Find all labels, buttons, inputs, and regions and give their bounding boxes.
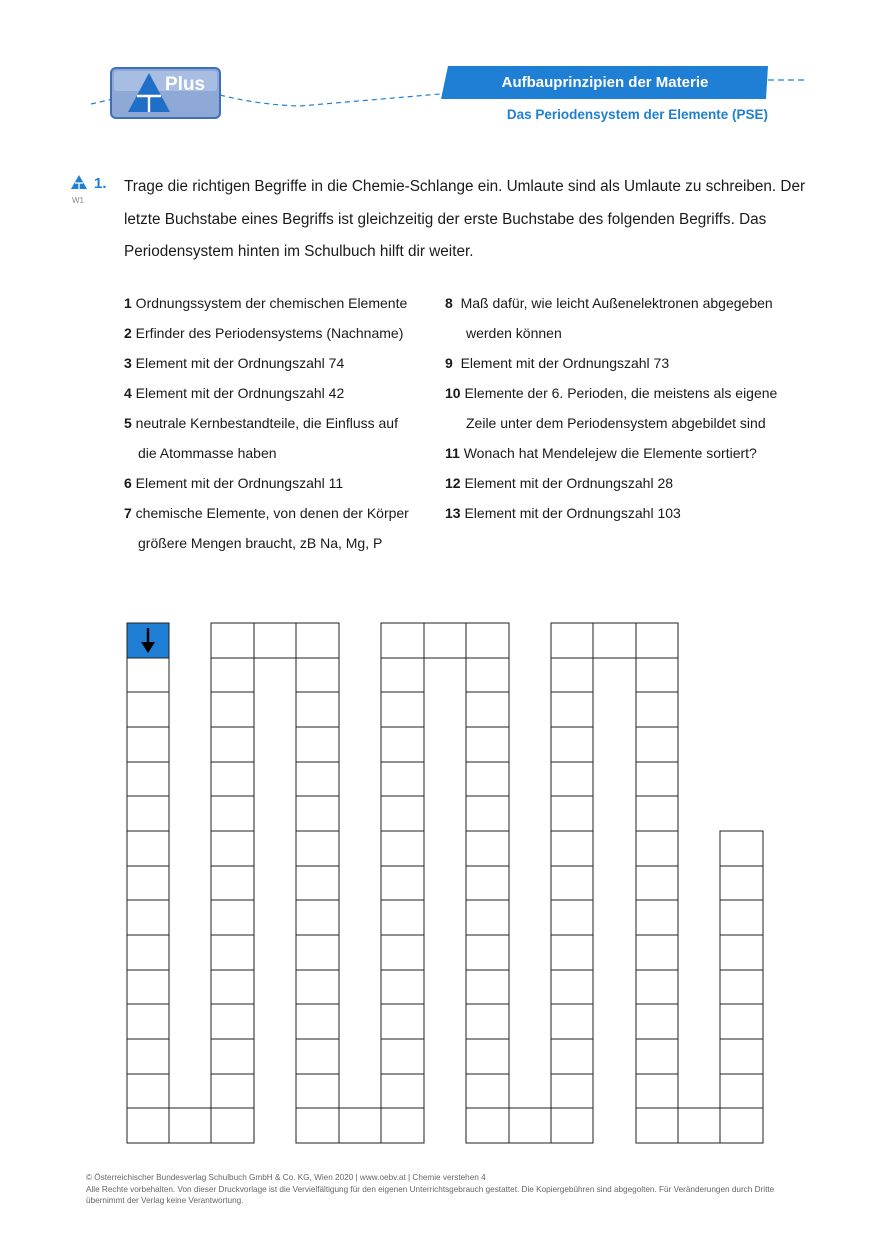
- grid-cell[interactable]: [720, 1004, 763, 1039]
- grid-cell[interactable]: [636, 692, 678, 727]
- grid-cell[interactable]: [127, 866, 169, 900]
- grid-cell[interactable]: [636, 1039, 678, 1074]
- grid-cell[interactable]: [636, 1074, 678, 1108]
- grid-cell[interactable]: [127, 1108, 169, 1143]
- clue-text-continued: Zeile unter dem Periodensystem abgebildet sind: [466, 415, 766, 431]
- grid-cell[interactable]: [551, 658, 593, 692]
- grid-cell[interactable]: [296, 1039, 339, 1074]
- clue-text-continued: die Atommasse haben: [138, 445, 277, 461]
- clue-text: Element mit der Ordnungszahl 103: [460, 505, 681, 521]
- grid-cell[interactable]: [466, 658, 509, 692]
- clue-text: Element mit der Ordnungszahl 74: [131, 355, 345, 371]
- grid-cell[interactable]: [466, 970, 509, 1004]
- grid-cell[interactable]: [551, 623, 593, 658]
- task-number: 1.: [94, 175, 107, 192]
- grid-cell[interactable]: [509, 1108, 551, 1143]
- grid-cell[interactable]: [636, 970, 678, 1004]
- clue-text-continued: größere Mengen braucht, zB Na, Mg, P: [138, 535, 383, 551]
- grid-cell[interactable]: [551, 762, 593, 796]
- grid-cell[interactable]: [466, 831, 509, 866]
- grid-cell[interactable]: [551, 727, 593, 762]
- grid-cell[interactable]: [381, 762, 424, 796]
- grid-cell[interactable]: [211, 1039, 254, 1074]
- grid-cell[interactable]: [211, 796, 254, 831]
- grid-cell[interactable]: [211, 658, 254, 692]
- grid-cell[interactable]: [720, 935, 763, 970]
- grid-cell[interactable]: [466, 1074, 509, 1108]
- grid-cell[interactable]: [466, 623, 509, 658]
- grid-cell[interactable]: [296, 935, 339, 970]
- grid-cell[interactable]: [720, 866, 763, 900]
- grid-cell[interactable]: [127, 727, 169, 762]
- grid-cell[interactable]: [381, 935, 424, 970]
- clue-text: neutrale Kernbestandteile, die Einfluss auf: [131, 415, 398, 431]
- grid-cell[interactable]: [296, 623, 339, 658]
- grid-cell[interactable]: [339, 1108, 381, 1143]
- clue-number: 2: [124, 325, 132, 341]
- grid-cell[interactable]: [211, 692, 254, 727]
- grid-cell[interactable]: [466, 1004, 509, 1039]
- grid-cell[interactable]: [636, 935, 678, 970]
- grid-cell[interactable]: [381, 796, 424, 831]
- grid-cell[interactable]: [720, 831, 763, 866]
- clue-number: 7: [124, 505, 132, 521]
- grid-cell[interactable]: [211, 727, 254, 762]
- grid-cell[interactable]: [296, 796, 339, 831]
- clue-text: chemische Elemente, von denen der Körper: [131, 505, 409, 521]
- grid-cell[interactable]: [211, 1074, 254, 1108]
- clue-number: 10: [445, 385, 461, 401]
- clue-number: 13: [445, 505, 461, 521]
- grid-cell[interactable]: [296, 1074, 339, 1108]
- grid-cell[interactable]: [636, 1108, 678, 1143]
- grid-cell[interactable]: [296, 727, 339, 762]
- clue-text: Element mit der Ordnungszahl 73: [452, 355, 670, 371]
- grid-cell[interactable]: [127, 762, 169, 796]
- grid-cell[interactable]: [127, 831, 169, 866]
- grid-cell[interactable]: [466, 692, 509, 727]
- grid-cell[interactable]: [636, 796, 678, 831]
- grid-cell[interactable]: [381, 1004, 424, 1039]
- clue-text: Element mit der Ordnungszahl 11: [131, 475, 344, 491]
- footer-rights: Alle Rechte vorbehalten. Von dieser Druckvorlage ist die Vervielfältigung für den eigenen Unterrichtsgebrauch gestattet. Die Kopiergebühren sind abgegolten. Für Veränderungen durch Dritte übernimmt der Verlag keine Verantwortung.: [86, 1184, 775, 1205]
- grid-cell[interactable]: [127, 658, 169, 692]
- clue-text: Erfinder des Periodensystems (Nachname): [131, 325, 404, 341]
- grid-cell[interactable]: [466, 796, 509, 831]
- grid-cell[interactable]: [127, 1039, 169, 1074]
- grid-cell[interactable]: [551, 1074, 593, 1108]
- grid-cell[interactable]: [127, 935, 169, 970]
- grid-cell[interactable]: [466, 1039, 509, 1074]
- grid-cell[interactable]: [296, 762, 339, 796]
- clue-number: 1: [124, 295, 132, 311]
- grid-cell[interactable]: [381, 1039, 424, 1074]
- grid-cell[interactable]: [466, 727, 509, 762]
- clue-text: Wonach hat Mendelejew die Elemente sortiert?: [459, 445, 757, 461]
- grid-cell[interactable]: [127, 1074, 169, 1108]
- grid-cell[interactable]: [551, 935, 593, 970]
- clue-text: Ordnungssystem der chemischen Elemente: [131, 295, 408, 311]
- grid-cell[interactable]: [211, 900, 254, 935]
- clue-text: Maß dafür, wie leicht Außenelektronen abgegeben: [452, 295, 773, 311]
- grid-cell[interactable]: [466, 866, 509, 900]
- grid-cell[interactable]: [211, 1004, 254, 1039]
- clue-number: 4: [124, 385, 132, 401]
- grid-cell[interactable]: [381, 727, 424, 762]
- grid-cell[interactable]: [466, 935, 509, 970]
- grid-cell[interactable]: [381, 658, 424, 692]
- grid-cell[interactable]: [551, 970, 593, 1004]
- grid-cell[interactable]: [381, 623, 424, 658]
- page-subtitle: Das Periodensystem der Elemente (PSE): [506, 107, 768, 122]
- task-code: W1: [72, 196, 84, 205]
- clue-text: Elemente der 6. Perioden, die meistens als eigene: [460, 385, 778, 401]
- grid-cell[interactable]: [296, 831, 339, 866]
- grid-cell[interactable]: [381, 900, 424, 935]
- grid-cell[interactable]: [127, 970, 169, 1004]
- footer: [86, 1172, 806, 1207]
- grid-cell[interactable]: [551, 692, 593, 727]
- grid-cell[interactable]: [636, 623, 678, 658]
- grid-cell[interactable]: [381, 970, 424, 1004]
- grid-cell[interactable]: [466, 900, 509, 935]
- clue-number: 9: [445, 355, 453, 371]
- clue-number: 12: [445, 475, 461, 491]
- grid-cell[interactable]: [211, 970, 254, 1004]
- clue-text-continued: werden können: [466, 325, 562, 341]
- clue-number: 11: [445, 445, 460, 461]
- grid-cell[interactable]: [381, 866, 424, 900]
- grid-cell[interactable]: [636, 866, 678, 900]
- grid-cell[interactable]: [636, 900, 678, 935]
- clue-text: Element mit der Ordnungszahl 28: [460, 475, 674, 491]
- grid-cell[interactable]: [720, 1108, 763, 1143]
- grid-cell[interactable]: [296, 1004, 339, 1039]
- grid-cell[interactable]: [127, 1004, 169, 1039]
- grid-cell[interactable]: [636, 831, 678, 866]
- grid-cell[interactable]: [296, 900, 339, 935]
- grid-cell[interactable]: [169, 1108, 211, 1143]
- grid-cell[interactable]: [551, 900, 593, 935]
- grid-cell[interactable]: [551, 1108, 593, 1143]
- grid-cell[interactable]: [551, 866, 593, 900]
- task-instructions: Trage die richtigen Begriffe in die Chemie-Schlange ein. Umlaute sind als Umlaute zu schreiben. Der letzte Buchstabe eines Begriffs ist gleichzeitig der erste Buchstabe des folgenden Begriffs. Das Periodensystem hinten im Schulbuch hilft dir weiter.: [124, 178, 806, 260]
- grid-cell[interactable]: [551, 831, 593, 866]
- grid-cell[interactable]: [381, 1108, 424, 1143]
- clue-number: 6: [124, 475, 132, 491]
- grid-cell[interactable]: [381, 831, 424, 866]
- grid-cell[interactable]: [678, 1108, 720, 1143]
- grid-cell[interactable]: [636, 658, 678, 692]
- grid-cell[interactable]: [424, 623, 466, 658]
- grid-cell[interactable]: [466, 762, 509, 796]
- grid-cell[interactable]: [551, 1004, 593, 1039]
- grid-cell[interactable]: [296, 1108, 339, 1143]
- logo-label: Plus: [165, 74, 206, 95]
- grid-cell[interactable]: [296, 658, 339, 692]
- grid-cell[interactable]: [211, 1108, 254, 1143]
- grid-cell[interactable]: [381, 1074, 424, 1108]
- grid-cell[interactable]: [211, 762, 254, 796]
- grid-cell[interactable]: [636, 1004, 678, 1039]
- clue-number: 8: [445, 295, 453, 311]
- grid-cell[interactable]: [636, 762, 678, 796]
- grid-cell[interactable]: [296, 866, 339, 900]
- grid-cell[interactable]: [381, 692, 424, 727]
- footer-copyright: © Österreichischer Bundesverlag Schulbuch GmbH & Co. KG, Wien 2020 | www.oebv.at | Chemie verstehen 4: [86, 1173, 486, 1182]
- grid-cell[interactable]: [211, 935, 254, 970]
- grid-cell[interactable]: [211, 623, 254, 658]
- grid-cell[interactable]: [211, 866, 254, 900]
- grid-cell[interactable]: [466, 1108, 509, 1143]
- grid-cell[interactable]: [636, 727, 678, 762]
- grid-cell[interactable]: [551, 796, 593, 831]
- grid-cell[interactable]: [296, 692, 339, 727]
- grid-cell[interactable]: [593, 623, 636, 658]
- grid-cell[interactable]: [254, 623, 296, 658]
- banner-title: Aufbauprinzipien der Materie: [501, 74, 709, 91]
- grid-cell[interactable]: [127, 900, 169, 935]
- clue-text: Element mit der Ordnungszahl 42: [131, 385, 345, 401]
- clue-number: 3: [124, 355, 132, 371]
- grid-cell[interactable]: [720, 1039, 763, 1074]
- grid-cell[interactable]: [296, 970, 339, 1004]
- grid-cell[interactable]: [127, 796, 169, 831]
- grid-cell[interactable]: [127, 692, 169, 727]
- grid-cell[interactable]: [720, 1074, 763, 1108]
- grid-cell[interactable]: [720, 900, 763, 935]
- grid-cell[interactable]: [551, 1039, 593, 1074]
- grid-cell[interactable]: [720, 970, 763, 1004]
- clue-number: 5: [124, 415, 132, 431]
- grid-cell[interactable]: [211, 831, 254, 866]
